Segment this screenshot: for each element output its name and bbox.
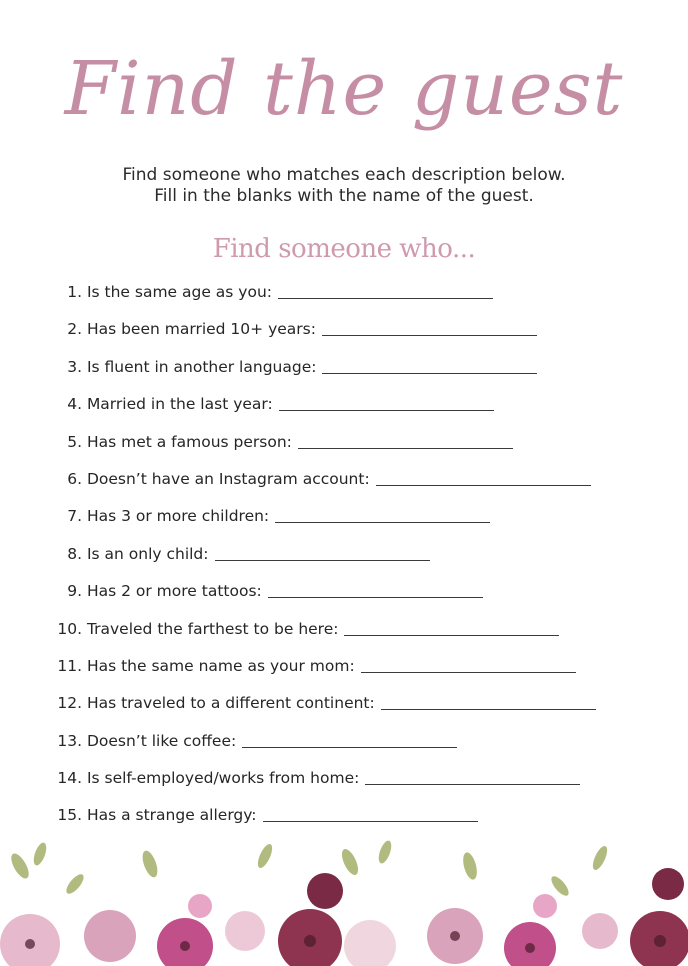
answer-blank[interactable] [322,372,537,374]
flower [188,894,212,918]
question-text: Traveled the farthest to be here: [86,619,339,638]
question-item [54,358,674,395]
question-text: Is the same age as you: [86,283,273,301]
question-number: 9. [67,582,82,601]
question-item [54,320,674,357]
question-item [54,283,674,320]
question-item [54,732,674,769]
question-text: Has 3 or more children: [86,507,270,526]
question-text: Has the same name as your mom: [86,656,355,675]
answer-blank[interactable] [298,447,513,449]
answer-blank[interactable] [275,521,490,523]
flower [344,920,396,966]
instructions-line-1: Find someone who matches each description below. [122,165,566,185]
question-item [54,582,674,619]
answer-blank[interactable] [263,820,478,822]
question-number: 4. [67,395,82,414]
question-text: Has traveled to a different continent: [86,694,375,713]
page-title: Find the guest [64,46,624,132]
answer-blank[interactable] [361,671,576,673]
flower [307,873,343,909]
question-number: 12. [57,694,82,713]
question-text: Has been married 10+ years: [86,320,316,339]
answer-blank[interactable] [376,484,591,486]
question-number: 13. [57,731,82,750]
question-number: 6. [67,469,82,488]
answer-blank[interactable] [322,334,537,336]
question-number: 15. [57,806,82,825]
flower [652,868,684,900]
answer-blank[interactable] [278,297,493,299]
question-text: Has 2 or more tattoos: [86,582,262,601]
question-text: Is an only child: [86,544,209,563]
question-number: 7. [67,507,82,526]
question-number: 8. [67,544,82,563]
question-text: Married in the last year: [86,395,273,414]
question-number: 10. [57,619,82,638]
answer-blank[interactable] [268,596,483,598]
answer-blank[interactable] [242,746,457,748]
question-number: 11. [57,656,82,675]
question-item [54,470,674,507]
question-text: Has a strange allergy: [86,806,257,825]
question-item [54,769,674,806]
question-item [54,507,674,544]
question-text: Has met a famous person: [86,432,292,451]
answer-blank[interactable] [344,634,559,636]
question-text: Is self-employed/works from home: [86,769,360,788]
question-item [54,657,674,694]
instructions [0,165,688,207]
flower [582,913,618,949]
flower-cluster [0,868,688,966]
flower [533,894,557,918]
question-number: 2. [67,320,82,339]
answer-blank[interactable] [279,409,494,411]
question-item [54,620,674,657]
question-item [54,694,674,731]
answer-blank[interactable] [381,708,596,710]
question-item [54,433,674,470]
question-number: 14. [57,769,82,788]
answer-blank[interactable] [365,783,580,785]
question-number: 1. [67,283,82,301]
question-number: 5. [67,432,82,451]
question-text: Is fluent in another language: [86,357,317,376]
question-text: Doesn’t have an Instagram account: [86,469,370,488]
answer-blank[interactable] [215,559,430,561]
section-subtitle: Find someone who... [212,234,476,264]
flower [225,911,265,951]
question-number: 3. [67,357,82,376]
floral-border [0,836,688,966]
question-list [54,283,674,844]
question-item [54,395,674,432]
question-text: Doesn’t like coffee: [86,731,237,750]
instructions-line-2: Fill in the blanks with the name of the guest. [154,186,534,206]
question-item [54,545,674,582]
flower [84,910,136,962]
